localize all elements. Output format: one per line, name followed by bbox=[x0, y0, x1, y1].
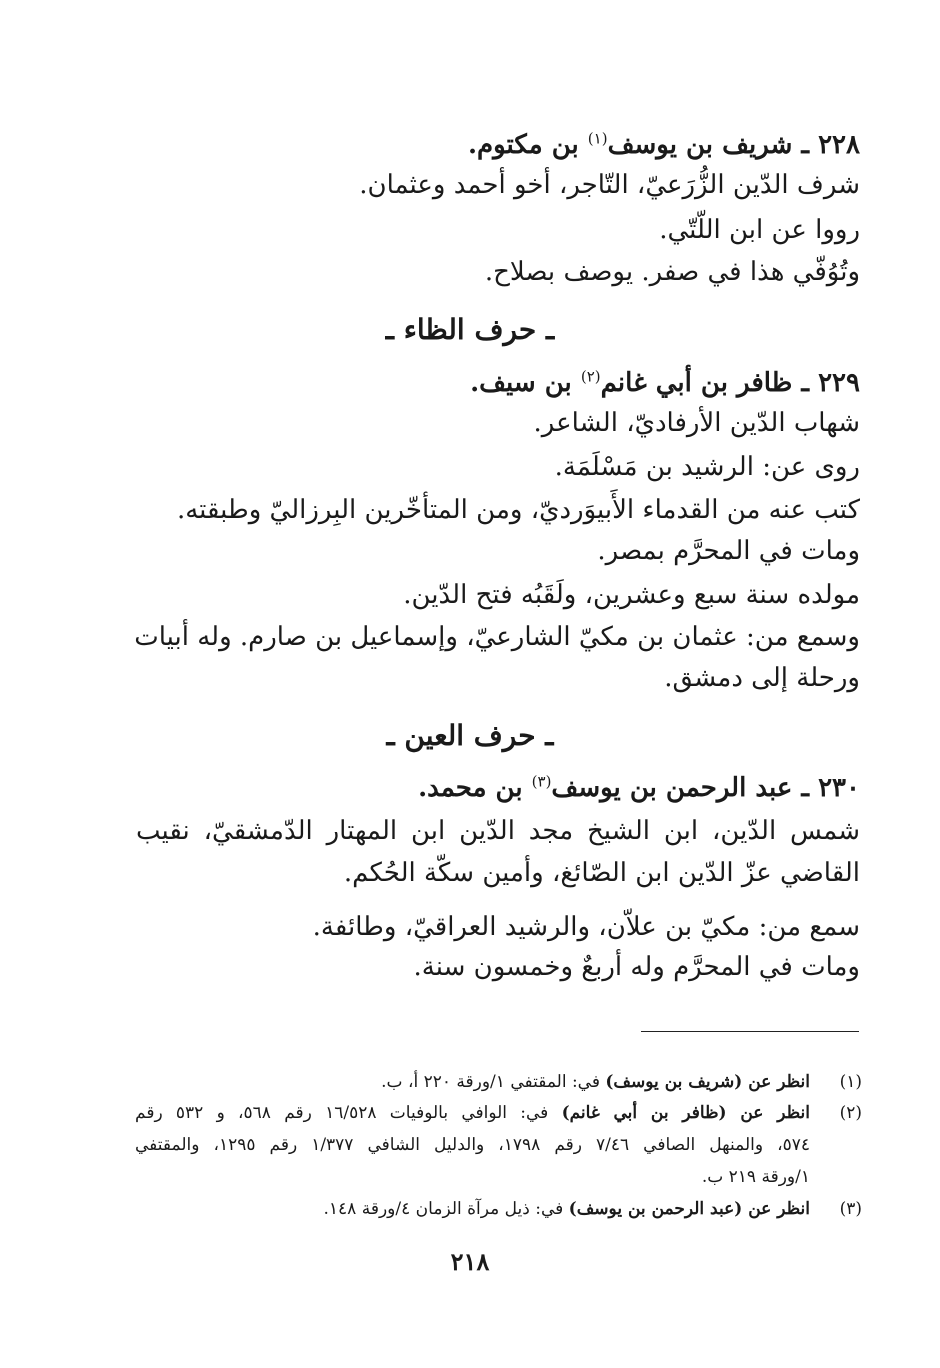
entry-229-name-cont: بن سيف. bbox=[470, 368, 581, 398]
entry-228-name-cont: بن مكتوم. bbox=[467, 130, 588, 160]
footnote-3 bbox=[324, 1194, 810, 1224]
entry-228-line-1: شرف الدّين الزُّرَعيّ، التّاجر، أخو أحمد وعثمان. bbox=[359, 170, 860, 200]
entry-228-heading bbox=[468, 128, 860, 162]
section-heading-ain: ـ حرف العين ـ bbox=[386, 719, 554, 752]
footnote-2-text: في: الوافي بالوفيات ١٦/٥٢٨ رقم ٥٦٨، و ٥٣٢ رقم bbox=[135, 1103, 562, 1123]
footnote-3-text: في: ذيل مرآة الزمان ٤/ورقة ١٤٨. bbox=[323, 1199, 569, 1219]
entry-230-line-1: شمس الدّين، ابن الشيخ مجد الدّين ابن المهتار الدّمشقيّ، نقيب bbox=[136, 816, 860, 846]
entry-230-name-cont: بن محمد. bbox=[418, 773, 532, 803]
entry-229-line-2: روى عن: الرشيد بن مَسْلَمَة. bbox=[554, 452, 860, 482]
entry-229-line-6: وسمع من: عثمان بن مكيّ الشارعيّ، وإسماعيل بن صارم. وله أبيات bbox=[134, 622, 860, 652]
footnote-ref-2: (٢) bbox=[580, 367, 601, 386]
entry-229-line-4: ومات في المحرَّم بمصر. bbox=[597, 536, 860, 566]
entry-229-line-1: شهاب الدّين الأرفاديّ، الشاعر. bbox=[533, 408, 860, 438]
footnote-1-text: في: المقتفي ١/ورقة ٢٢٠ أ، ب. bbox=[381, 1072, 606, 1092]
entry-229-name: ٢٢٩ ـ ظافر بن أبي غانم bbox=[600, 368, 860, 398]
entry-228-line-2: رووا عن ابن اللّتّي. bbox=[659, 215, 860, 245]
footnote-2 bbox=[135, 1098, 810, 1128]
entry-229-line-7: ورحلة إلى دمشق. bbox=[664, 663, 860, 693]
footnote-ref-1: (١) bbox=[587, 129, 608, 148]
entry-229-heading bbox=[470, 366, 860, 400]
footnote-2-line-2: ٥٧٤، والمنهل الصافي ٧/٤٦ رقم ١٧٩٨، والدليل الشافي ١/٣٧٧ رقم ١٢٩٥، والمقتفي bbox=[135, 1135, 810, 1155]
footnote-1 bbox=[381, 1067, 810, 1097]
footnote-1-number: (١) bbox=[839, 1072, 862, 1092]
footnote-2-source: انظر عن (ظافر بن أبي غانم) bbox=[561, 1103, 810, 1123]
entry-228-name: ٢٢٨ ـ شريف بن يوسف bbox=[607, 130, 860, 160]
footnote-2-number: (٢) bbox=[839, 1103, 862, 1123]
entry-229-line-5: مولده سنة سبع وعشرين، ولَقَبُه فتح الدّين. bbox=[403, 580, 860, 610]
footnote-ref-3: (٣) bbox=[531, 772, 552, 791]
entry-229-line-3: كتب عنه من القدماء الأَبيوَرديّ، ومن المتأخّرين البِرزاليّ وطبقته. bbox=[176, 495, 860, 525]
entry-228-line-3: وتُوُفّي هذا في صفر. يوصف بصلاح. bbox=[484, 257, 860, 287]
entry-230-line-2: القاضي عزّ الدّين ابن الصّائغ، وأمين سكّة الحُكم. bbox=[343, 858, 860, 888]
footnote-separator bbox=[641, 1031, 859, 1032]
entry-230-line-4: ومات في المحرَّم وله أربعٌ وخمسون سنة. bbox=[413, 952, 860, 982]
entry-230-line-3: سمع من: مكيّ بن علاّن، والرشيد العراقيّ، وطائفة. bbox=[312, 912, 860, 942]
footnote-3-number: (٣) bbox=[839, 1199, 862, 1219]
footnote-2-line-3: ١/ورقة ٢١٩ ب. bbox=[701, 1167, 810, 1187]
footnote-3-source: انظر عن (عبد الرحمن بن يوسف) bbox=[568, 1199, 810, 1219]
entry-230-heading bbox=[418, 771, 860, 805]
section-heading-zaa: ـ حرف الظاء ـ bbox=[385, 313, 555, 346]
page-number: ٢١٨ bbox=[450, 1247, 490, 1276]
entry-230-name: ٢٣٠ ـ عبد الرحمن بن يوسف bbox=[551, 773, 860, 803]
footnote-1-source: انظر عن (شريف بن يوسف) bbox=[605, 1072, 810, 1092]
